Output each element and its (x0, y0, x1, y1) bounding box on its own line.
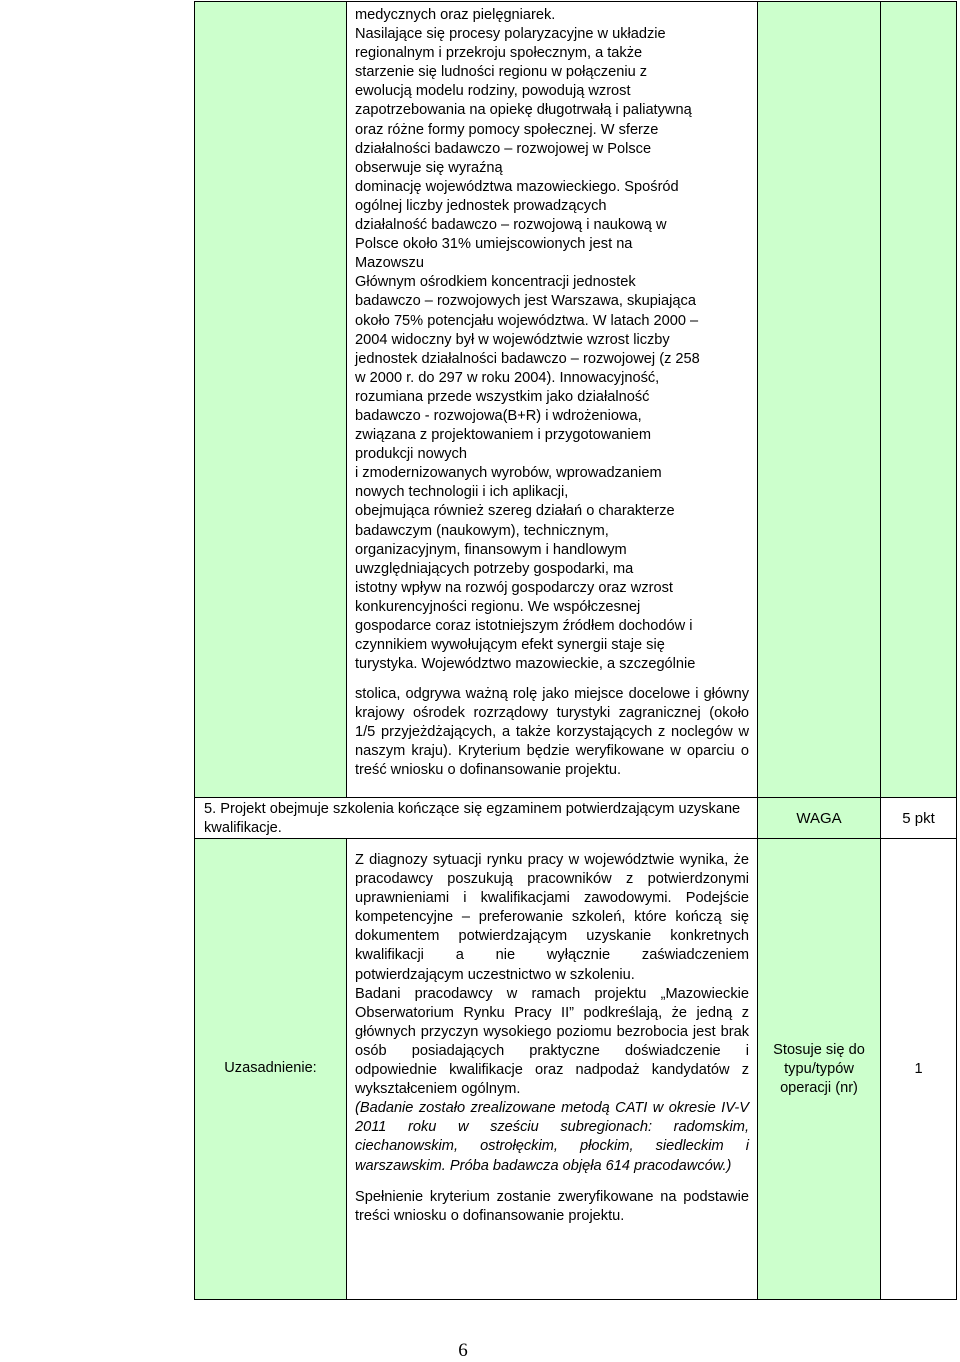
row1-line: Nasilające się procesy polaryzacyjne w układzie (355, 26, 666, 43)
row1-line: czynnikiem wywołującym efekt synergii staje się (355, 637, 665, 654)
operation-type-value: 1 (914, 1061, 923, 1077)
page-number: 6 (458, 1340, 468, 1361)
row1-paragraph-1 (355, 6, 755, 674)
row1-line: rozumiana przede wszystkim jako działalność (355, 388, 650, 405)
row1-line: obserwuje się wyraźną (355, 159, 503, 176)
row1-line: Głównym ośrodkiem koncentracji jednostek (355, 274, 636, 291)
points-value: 5 pkt (902, 810, 935, 827)
row1-line: konkurencyjności regionu. We współczesnej (355, 598, 641, 615)
row1-line: w 2000 r. do 297 w roku 2004). Innowacyjność, (355, 369, 660, 386)
row1-line: turystyka. Województwo mazowieckie, a szczególnie (355, 656, 696, 673)
justification-paragraph-4: Spełnienie kryterium zostanie zweryfikowane na podstawie treści wniosku o dofinansowanie projektu. (355, 1188, 749, 1224)
row1-line: nowych technologii i ich aplikacji, (355, 484, 569, 501)
row1-line: badawczo - rozwojowa(B+R) i wdrożeniowa, (355, 407, 642, 424)
justification-label: Uzasadnienie: (224, 1060, 317, 1076)
criterion-row (194, 797, 758, 839)
row1-line: ewolucją modelu rodziny, powodują wzrost (355, 83, 631, 100)
weight-label: WAGA (796, 810, 842, 827)
row1-line: ogólnej liczby jednostek prowadzących (355, 197, 607, 214)
row1-line: organizacyjnym, finansowym i handlowym (355, 541, 627, 558)
row1-left-cell (194, 1, 347, 798)
row1-line: Mazowszu (355, 255, 424, 272)
justification-paragraph-2: Badani pracodawcy w ramach projektu „Mazowieckie Obserwatorium Rynku Pracy II” podkreślają, że jedną z głównych przyczyn wysokiego poziomu bezrobocia jest brak osób posiadających praktyczne doświadczenie i odpowiednie kwalifikacje oraz nadpodaż kandydatów z wykształceniem ogólnym. (355, 985, 749, 1098)
points-cell (880, 797, 957, 839)
row1-line: oraz różne formy pomocy społecznej. W sferze (355, 121, 659, 138)
row1-line: około 75% potencjału województwa. W latach 2000 – (355, 312, 699, 329)
operation-type-cell (757, 838, 881, 1300)
row1-line: istotny wpływ na rozwój gospodarczy oraz wzrost (355, 579, 673, 596)
row1-line: medycznych oraz pielęgniarek. (355, 7, 556, 23)
row1-line: regionalnym i przekroju społecznym, a także (355, 45, 643, 62)
row1-line: badawczo – rozwojowych jest Warszawa, skupiająca (355, 293, 696, 310)
row1-line: starzenie się ludności regionu w połączeniu z (355, 64, 648, 81)
row1-justification-cell (346, 1, 758, 798)
operation-type-label: Stosuje się do typu/typów operacji (nr) (773, 1042, 865, 1097)
row1-line: związana z projektowaniem i przygotowaniem (355, 427, 652, 444)
row1-line: produkcji nowych (355, 446, 467, 463)
row1-line: działalności badawczo – rozwojowej w Polsce (355, 140, 652, 157)
row1-line: uwzględniających potrzeby gospodarki, ma (355, 560, 634, 577)
row1-line: jednostek działalności badawczo – rozwojowej (z 258 (355, 350, 700, 367)
row1-paragraph-2: stolica, odgrywa ważną rolę jako miejsce docelowe i główny krajowy ośrodek rozrządowy turystyki zagranicznej (około 1/5 przyjeżdżających, a także korzystających z noclegów w naszym kraju). Kryterium będzie weryfikowane w oparciu o treść wniosku o dofinansowanie projektu. (355, 686, 749, 779)
operation-type-value-cell (880, 838, 957, 1300)
row1-line: dominację województwa mazowieckiego. Spośród (355, 178, 679, 195)
row1-line: i zmodernizowanych wyrobów, wprowadzaniem (355, 465, 662, 482)
justification-paragraph-1: Z diagnozy sytuacji rynku pracy w województwie wynika, że pracodawcy poszukują pracowników z potwierdzonymi uprawnieniami i kwalifikacjami zawodowymi. Podejście kompetencyjne – preferowanie szkoleń, które kończą się dokumentem potwierdzającym uzyskanie konkretnych kwalifikacji a nie wyłącznie zaświadczeniem potwierdzającym uczestnictwo w szkoleniu. (355, 852, 749, 983)
justification-paragraph-3: (Badanie zostało zrealizowane metodą CATI w okresie IV-V 2011 roku w sześciu subregionach: radomskim, ciechanowskim, ostrołęckim, płockim, siedleckim i warszawskim. Próba badawcza objęła 614 pracodawców.) (355, 1100, 749, 1174)
row1-line: Polsce około 31% umiejscowionych jest na (355, 236, 633, 253)
justification-label-cell (194, 838, 347, 1300)
row1-type-cell (757, 1, 881, 798)
weight-label-cell (757, 797, 881, 839)
row1-points-cell (880, 1, 957, 798)
criterion-title: 5. Projekt obejmuje szkolenia kończące się egzaminem potwierdzającym uzyskane kwalifikacje. (204, 801, 741, 837)
row1-line: 2004 widoczny był w województwie wzrost liczby (355, 331, 670, 348)
row1-line: działalność badawczo – rozwojową i naukową w (355, 217, 667, 234)
row1-line: obejmująca również szereg działań o charakterze (355, 503, 675, 520)
row1-line: gospodarce coraz istotniejszym źródłem dochodów i (355, 618, 693, 634)
justification-cell (346, 838, 758, 1300)
row1-line: badawczym (naukowym), technicznym, (355, 522, 609, 539)
row1-line: zapotrzebowania na opiekę długotrwałą i paliatywną (355, 102, 692, 119)
